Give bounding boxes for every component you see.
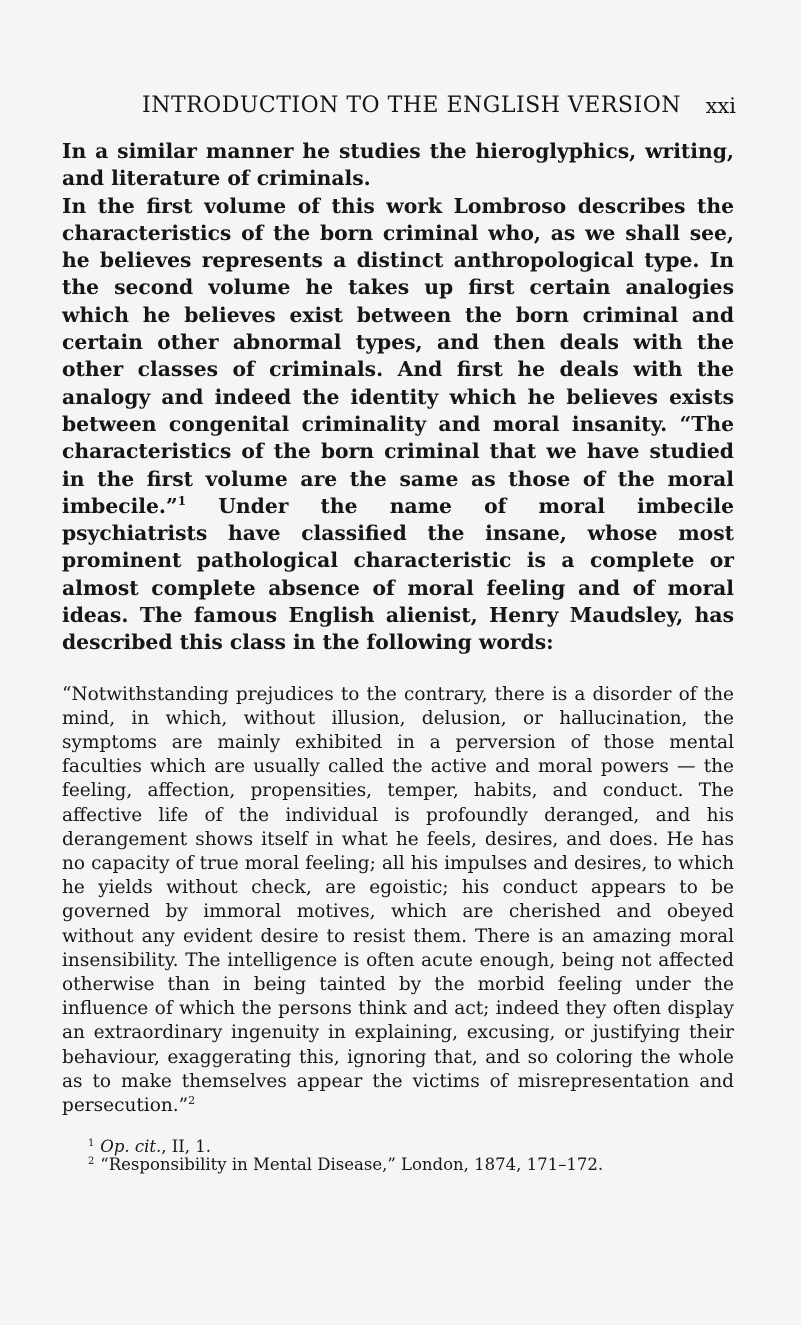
- running-title: INTRODUCTION TO THE ENGLISH VERSION: [142, 93, 681, 118]
- footnote-ref-2: 2: [188, 1093, 196, 1107]
- page-number: xxi: [705, 94, 736, 118]
- running-head: [62, 86, 734, 126]
- footnote-1-italic: Op. cit.: [100, 1137, 162, 1157]
- footnote-ref-1: 1: [177, 494, 187, 509]
- footnote-1: [62, 1138, 734, 1156]
- paragraph-1-text: In a similar manner he studies the hieroglyphics, writing, and literature of criminals.: [62, 139, 734, 191]
- body-text: [62, 138, 734, 1174]
- paragraph-1: [62, 138, 734, 193]
- footnotes: [62, 1138, 734, 1174]
- paragraph-2-text: In the first volume of this work Lombroso describes the characteristics of the born criminal who, as we shall see, he believes represents a distinct anthropological type. In the second volume he takes up first certain analogies which he believes exist between the born criminal and certain other abnormal types, and then deals with the other classes of criminals. And first he deals with the analogy and indeed the identity which he believes exists between congenital criminality and moral insanity. “The characteristics of the born criminal that we have studied in the first volume are the same as those of the moral imbecile.”: [62, 193, 734, 518]
- quote-text: “Notwithstanding prejudices to the contrary, there is a disorder of the mind, in which, without illusion, delusion, or hallucination, the symptoms are mainly exhibited in a perversion of those mental faculties which are usually called the active and moral powers — the feeling, affection, propensities, temper, habits, and conduct. The affective life of the individual is profoundly deranged, and his derangement shows itself in what he feels, desires, and does. He has no capacity of true moral feeling; all his impulses and desires, to which he yields without check, are egoistic; his conduct appears to be governed by immoral motives, which are cherished and obeyed without any evident desire to resist them. There is an amazing moral insensibility. The intelligence is often acute enough, being not affected otherwise than in being tainted by the morbid feeling under the influence of which the persons think and act; indeed they often display an extraordinary ingenuity in explaining, excusing, or justifying their behaviour, exaggerating this, ignoring that, and so coloring the whole as to make themselves appear the victims of misrepresentation and persecution.”: [62, 683, 734, 1117]
- footnote-1-mark: 1: [88, 1137, 95, 1149]
- block-quote: [62, 683, 734, 1119]
- footnote-1-text: , II, 1.: [161, 1137, 212, 1157]
- footnote-2: [62, 1156, 734, 1174]
- paragraph-3-text: Under the name of moral imbecile psychiatrists have classified the insane, whose most prominent pathological characteristic is a complete or almost complete absence of moral feeling and of moral ideas. The famous English alienist, Henry Maudsley, has described this class in the following words:: [62, 493, 734, 655]
- paragraph-2: [62, 193, 734, 657]
- footnote-2-text: “Responsibility in Mental Disease,” London, 1874, 171–172.: [100, 1155, 604, 1175]
- book-page: [62, 86, 734, 1246]
- footnote-2-mark: 2: [88, 1155, 95, 1167]
